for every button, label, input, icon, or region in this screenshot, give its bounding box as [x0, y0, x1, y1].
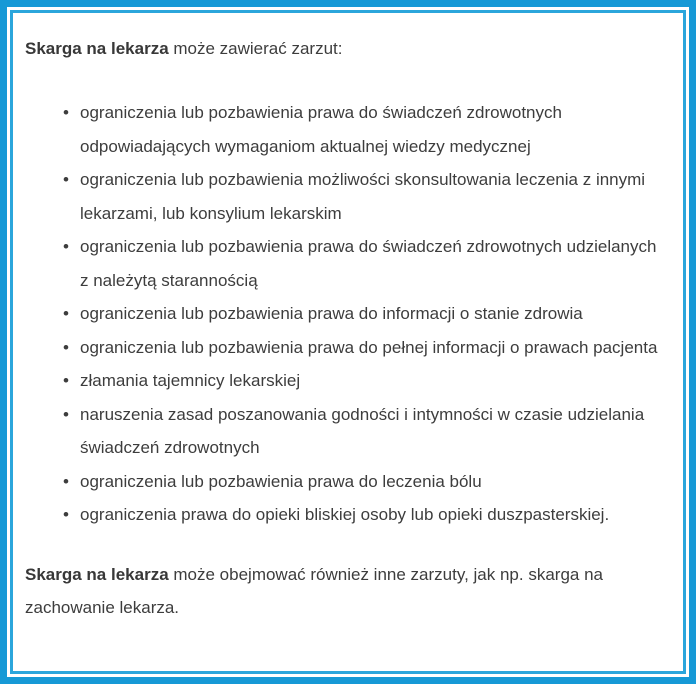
info-box-inner-border — [10, 10, 686, 674]
footer-paragraph — [25, 558, 665, 624]
complaint-list-item: • ograniczenia prawa do opieki bliskiej osoby lub opieki duszpasterskiej. — [80, 498, 666, 532]
footer-bold-lead: Skarga na lekarza — [25, 564, 169, 584]
intro-text: może zawierać zarzut: — [168, 39, 343, 58]
complaint-list-item: • naruszenia zasad poszanowania godności i intymności w czasie udzielania świadczeń zdrowotnych — [80, 398, 666, 465]
complaint-list-item: • ograniczenia lub pozbawienia prawa do świadczeń zdrowotnych udzielanych z należytą starannością — [80, 230, 666, 297]
complaint-list — [25, 96, 666, 532]
complaint-list-item: • złamania tajemnicy lekarskiej — [80, 364, 666, 398]
complaint-list-item: • ograniczenia lub pozbawienia możliwości skonsultowania leczenia z innymi lekarzami, lub konsylium lekarskim — [80, 163, 666, 230]
intro-paragraph — [25, 32, 666, 65]
complaint-list-item: • ograniczenia lub pozbawienia prawa do świadczeń zdrowotnych odpowiadających wymaganiom aktualnej wiedzy medycznej — [80, 96, 666, 163]
footer-text: może obejmować również inne zarzuty, jak np. skarga na zachowanie lekarza. — [25, 564, 603, 617]
complaint-list-item: • ograniczenia lub pozbawienia prawa do leczenia bólu — [80, 465, 666, 499]
complaint-list-item: • ograniczenia lub pozbawienia prawa do informacji o stanie zdrowia — [80, 297, 666, 331]
complaint-list-item: • ograniczenia lub pozbawienia prawa do pełnej informacji o prawach pacjenta — [80, 331, 666, 365]
intro-bold-lead: Skarga na lekarza — [25, 39, 169, 58]
